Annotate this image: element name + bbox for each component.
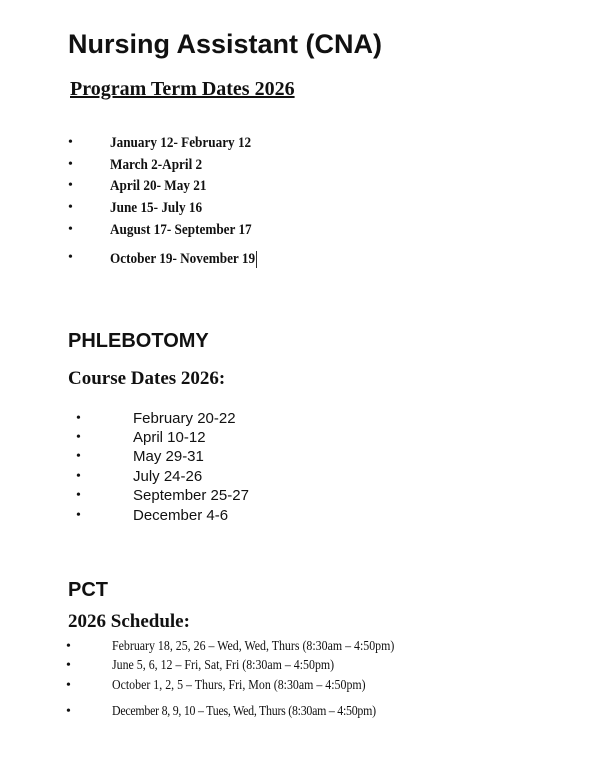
- pct-title: PCT: [68, 579, 108, 601]
- list-item: July 24-26: [133, 468, 203, 485]
- phlebotomy-subtitle: Course Dates 2026:: [68, 368, 226, 389]
- list-item: June 15- July 16: [110, 200, 203, 216]
- list-item: April 10-12: [133, 429, 206, 446]
- bullet: •: [66, 658, 71, 673]
- bullet: •: [66, 704, 71, 719]
- bullet: •: [66, 639, 71, 654]
- list-item: February 18, 25, 26 – Wed, Wed, Thurs (8:30am – 4:50pm): [112, 639, 395, 654]
- phlebotomy-title: PHLEBOTOMY: [68, 330, 209, 352]
- bullet: •: [68, 250, 73, 265]
- list-item: March 2-April 2: [110, 157, 203, 173]
- bullet: •: [76, 469, 81, 484]
- bullet: •: [68, 135, 73, 150]
- list-item: May 29-31: [133, 448, 204, 465]
- cna-subtitle: Program Term Dates 2026: [70, 78, 295, 100]
- bullet: •: [76, 449, 81, 464]
- bullet: •: [66, 678, 71, 693]
- bullet: •: [68, 178, 73, 193]
- list-item: February 20-22: [133, 410, 236, 427]
- list-item: April 20- May 21: [110, 178, 207, 194]
- list-item: September 25-27: [133, 487, 249, 504]
- list-item: June 5, 6, 12 – Fri, Sat, Fri (8:30am – 4:50pm): [112, 658, 335, 673]
- list-item: January 12- February 12: [110, 135, 252, 151]
- bullet: •: [68, 200, 73, 215]
- bullet: •: [76, 411, 81, 426]
- text-cursor: [256, 251, 257, 268]
- list-item: [110, 251, 257, 268]
- list-item-text: October 19- November 19: [110, 250, 256, 267]
- list-item: December 8, 9, 10 – Tues, Wed, Thurs (8:30am – 4:50pm): [112, 704, 376, 719]
- bullet: •: [76, 508, 81, 523]
- pct-subtitle: 2026 Schedule:: [68, 611, 190, 632]
- bullet: •: [76, 488, 81, 503]
- cna-title: Nursing Assistant (CNA): [68, 29, 383, 59]
- list-item: October 1, 2, 5 – Thurs, Fri, Mon (8:30am – 4:50pm): [112, 678, 366, 693]
- list-item: December 4-6: [133, 507, 229, 524]
- bullet: •: [68, 157, 73, 172]
- bullet: •: [68, 222, 73, 237]
- bullet: •: [76, 430, 81, 445]
- list-item: August 17- September 17: [110, 222, 252, 238]
